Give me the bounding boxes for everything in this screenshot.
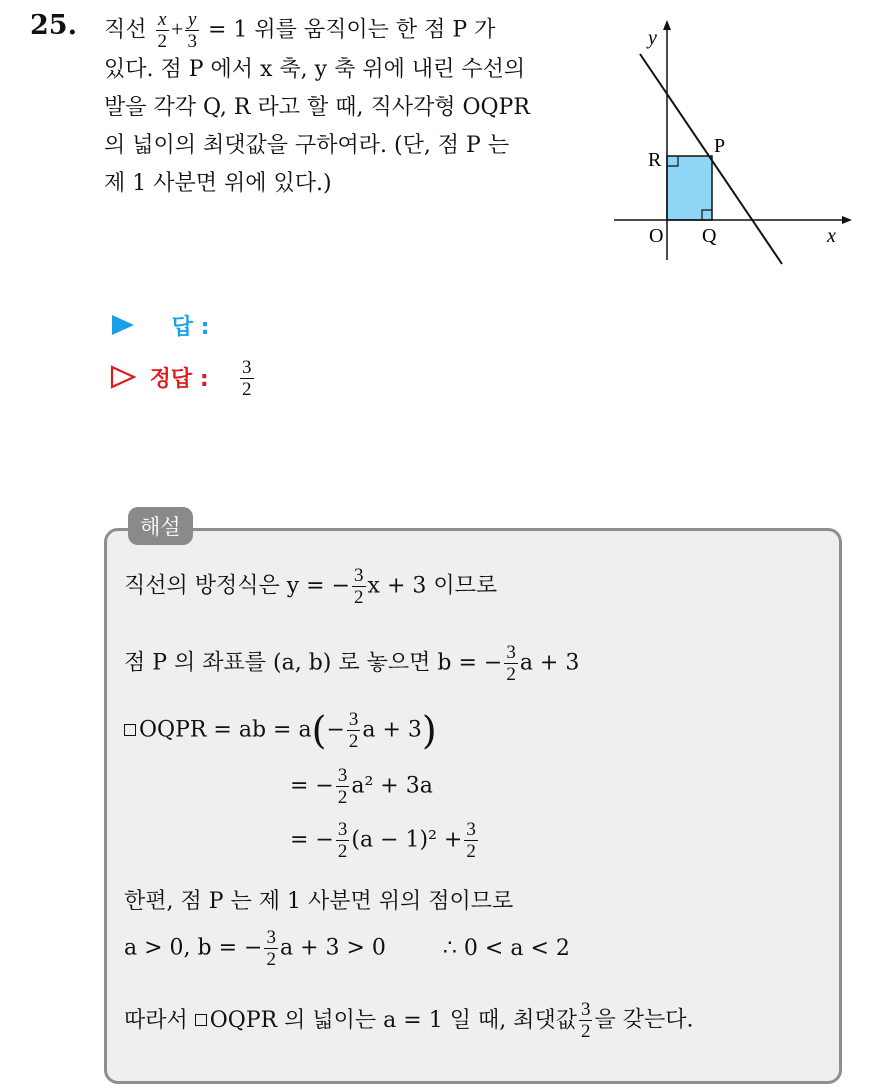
square-symbol-icon: [124, 724, 136, 736]
question-line-4: 의 넓이의 최댓값을 구하여라. (단, 점 P 는: [104, 133, 510, 158]
answer-row: [110, 310, 209, 341]
question-line-1: 직선 $\frac{x}{2}$ + $\frac{y}{3}$ = 1 위를 움직이는 한 점 P 가: [104, 9, 496, 52]
question-line-2: 있다. 점 P 에서 x 축, y 축 위에 내린 수선의: [104, 57, 526, 82]
solution-tag: 해설: [128, 507, 193, 545]
answer-label: 답 :: [171, 315, 210, 340]
correct-answer-row: [110, 362, 209, 393]
solution-line-2: 점 P 의 좌표를 (a, b) 로 놓으면 b = − $\frac{3}{2}$ a + 3: [124, 642, 580, 685]
solution-line-4: = − $\frac{3}{2}$ a² + 3a: [290, 765, 433, 808]
square-symbol-icon: [195, 1014, 207, 1026]
solution-line-8: 따라서 OQPR 의 넓이는 a = 1 일 때, 최댓값 $\frac{3}{2}$ 을 갖는다.: [124, 999, 694, 1042]
x-axis-label: x: [827, 225, 836, 247]
question-line-5: 제 1 사분면 위에 있다.): [104, 171, 332, 196]
point-p-label: P: [714, 135, 726, 157]
solution-line-1: 직선의 방정식은 y = − $\frac{3}{2}$ x + 3 이므로: [124, 565, 498, 608]
solution-line-7: a > 0, b = − $\frac{3}{2}$ a + 3 > 0 ∴ 0 < a < 2: [124, 927, 570, 970]
solution-line-6: 한편, 점 P 는 제 1 사분면 위의 점이므로: [124, 889, 514, 914]
coordinate-figure: [612, 20, 862, 270]
origin-label: O: [649, 225, 664, 247]
correct-answer-value: $\frac{3}{2}$: [242, 357, 252, 400]
point-r-label: R: [648, 149, 662, 171]
question-number: 25.: [30, 10, 77, 41]
fraction-y-over-3: $\frac{y}{3}$: [187, 9, 197, 52]
solution-line-5: = − $\frac{3}{2}$ (a − 1)² + $\frac{3}{2}$: [290, 819, 476, 862]
question-line-3: 발을 각각 Q, R 라고 할 때, 직사각형 OQPR: [104, 95, 530, 120]
outline-triangle-icon: [110, 365, 136, 389]
y-axis-label: y: [648, 27, 657, 49]
question-text: [104, 10, 594, 203]
solution-line-8-text: 따라서 OQPR 의 넓이는 a = 1 일 때, 최댓값: [124, 1007, 577, 1033]
solution-line-3: OQPR = ab = a(− $\frac{3}{2}$ a + 3): [124, 710, 437, 751]
y-axis-arrow: [663, 20, 671, 30]
play-triangle-icon: [110, 313, 136, 337]
x-axis-arrow: [842, 216, 852, 224]
fraction-x-over-2: $\frac{x}{2}$: [157, 9, 168, 52]
point-q-label: Q: [702, 225, 717, 247]
correct-answer-label: 정답 :: [149, 367, 209, 392]
